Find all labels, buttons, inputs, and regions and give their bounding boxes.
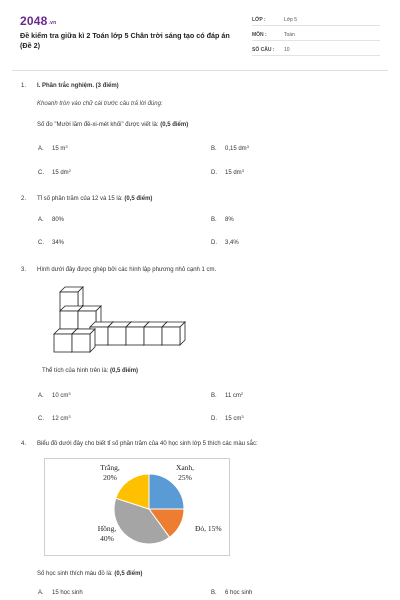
cube-figure: [50, 285, 190, 357]
q4-prompt: Biểu đồ dưới đây cho biết tỉ số phần trăm của 40 học sinh lớp 5 thích các màu sắc:: [37, 441, 258, 447]
q1-section-title: I. Phần trắc nghiệm. (3 điểm): [37, 83, 119, 89]
logo-main: 2048: [20, 14, 48, 28]
q4-option-a-text: 15 học sinh: [52, 590, 83, 596]
q1-option-b-letter: B.: [211, 146, 217, 152]
meta-value-class: Lớp 5: [284, 17, 298, 23]
meta-key-subject: MÔN :: [252, 32, 267, 38]
document-title: Đề kiểm tra giữa kì 2 Toán lớp 5 Chân trời sáng tạo có đáp án (Đề 2): [20, 31, 230, 50]
q3-option-a-text: 10 cm: [52, 393, 69, 399]
pie-label-xanh-name: Xanh,: [175, 463, 195, 472]
q4-points: (0,5 điểm): [114, 571, 143, 577]
q1-option-c-text: 15 dm: [52, 170, 69, 176]
q3-number: 3.: [21, 267, 27, 273]
meta-value-count: 10: [284, 47, 290, 53]
pie-label-hong: [98, 524, 117, 543]
q1-option-b-text: 0,15 dm: [225, 146, 247, 152]
q2-option-a-letter: A.: [38, 217, 44, 223]
q3-option-d-text: 15 cm: [225, 416, 242, 422]
pie-label-trang-value: 20%: [103, 473, 117, 482]
q2-option-d[interactable]: [211, 240, 239, 246]
q2-option-b-letter: B.: [211, 217, 217, 223]
q2-points: (0,5 điểm): [124, 196, 153, 202]
meta-row-class: [252, 14, 380, 26]
site-logo[interactable]: [20, 14, 56, 28]
q2-option-b[interactable]: [211, 217, 234, 223]
q3-option-c-text: 12 cm: [52, 416, 69, 422]
q2-option-c-text: 34%: [52, 240, 65, 246]
q3-option-b[interactable]: [211, 391, 243, 399]
q4-option-a-letter: A.: [38, 590, 44, 596]
pie-label-xanh: [176, 463, 194, 482]
q4-number: 4.: [21, 441, 27, 447]
q1-option-a-text: 15 m: [52, 146, 66, 152]
q3-option-b-exp: 2: [240, 391, 244, 396]
q2-number: 2.: [21, 196, 27, 202]
q4-sub: [37, 571, 142, 577]
q2-prompt: [37, 196, 152, 202]
header-divider: [12, 70, 388, 71]
q1-points: (0,5 điểm): [160, 122, 189, 128]
meta-value-subject: Toán: [284, 32, 295, 38]
q2-option-d-letter: D.: [211, 240, 217, 246]
q1-option-d-exp: 3: [241, 168, 244, 173]
q1-option-a-exp: 3: [65, 144, 68, 149]
q2-option-c[interactable]: [38, 240, 64, 246]
q1-option-a[interactable]: [38, 144, 68, 152]
q1-option-b-exp: 3: [246, 144, 249, 149]
q4-sub-text: Số học sinh thích màu đỏ là:: [37, 571, 113, 577]
pie-label-hong-value: 40%: [100, 534, 114, 543]
q1-option-d-text: 15 dm: [225, 170, 242, 176]
pie-label-trang-name: Trắng,: [100, 463, 120, 472]
q1-number: 1.: [21, 83, 27, 89]
meta-key-class: LỚP :: [252, 17, 266, 23]
q3-option-a-letter: A.: [38, 393, 44, 399]
q1-option-c-exp: 2: [68, 168, 71, 173]
pie-label-xanh-value: 25%: [178, 473, 192, 482]
q4-option-b[interactable]: [211, 590, 252, 596]
q3-option-b-letter: B.: [211, 393, 217, 399]
pie-chart: [44, 458, 230, 556]
q3-option-a-exp: 3: [68, 391, 71, 396]
q2-option-d-text: 3,4%: [225, 240, 239, 246]
q3-option-c-exp: 3: [68, 414, 71, 419]
q4-option-a[interactable]: [38, 590, 83, 596]
pie-label-do: Đỏ, 15%: [195, 524, 222, 533]
q1-instruction: Khoanh tròn vào chữ cái trước câu trả lời đúng:: [37, 101, 163, 107]
pie-label-trang: [100, 463, 120, 482]
q2-prompt-text: Tỉ số phần trăm của 12 và 15 là:: [37, 196, 123, 202]
q2-option-b-text: 8%: [225, 217, 234, 223]
q1-prompt-text: Số đo "Mười lăm đề-xi-mét khối" được viết là:: [37, 122, 159, 128]
q2-option-c-letter: C.: [38, 240, 44, 246]
q3-sub: [42, 368, 138, 374]
q3-option-b-text: 11 cm: [225, 393, 241, 399]
q1-option-d-letter: D.: [211, 170, 217, 176]
q3-option-c-letter: C.: [38, 416, 44, 422]
meta-row-count: [252, 44, 380, 56]
q1-option-d[interactable]: [211, 168, 244, 176]
q3-prompt: Hình dưới đây được ghép bởi các hình lập phương nhỏ cạnh 1 cm.: [37, 267, 217, 273]
q3-option-c[interactable]: [38, 414, 71, 422]
q1-prompt: [37, 122, 188, 128]
q3-sub-text: Thể tích của hình trên là:: [42, 368, 109, 374]
q1-option-c[interactable]: [38, 168, 71, 176]
q3-option-a[interactable]: [38, 391, 71, 399]
meta-row-subject: [252, 29, 380, 41]
pie-label-hong-name: Hồng,: [97, 524, 117, 533]
q2-option-a[interactable]: [38, 217, 64, 223]
q4-option-b-text: 6 học sinh: [225, 590, 253, 596]
q3-option-d-exp: 3: [241, 414, 244, 419]
q1-option-b[interactable]: [211, 144, 249, 152]
q2-option-a-text: 80%: [52, 217, 65, 223]
meta-key-count: SỐ CÂU :: [252, 47, 275, 53]
q3-points: (0,5 điểm): [110, 368, 139, 374]
q3-option-d-letter: D.: [211, 416, 217, 422]
q1-option-c-letter: C.: [38, 170, 44, 176]
document-header: [0, 0, 400, 66]
logo-suffix: .vn: [48, 20, 57, 26]
q3-option-d[interactable]: [211, 414, 244, 422]
q1-option-a-letter: A.: [38, 146, 44, 152]
q4-option-b-letter: B.: [211, 590, 217, 596]
